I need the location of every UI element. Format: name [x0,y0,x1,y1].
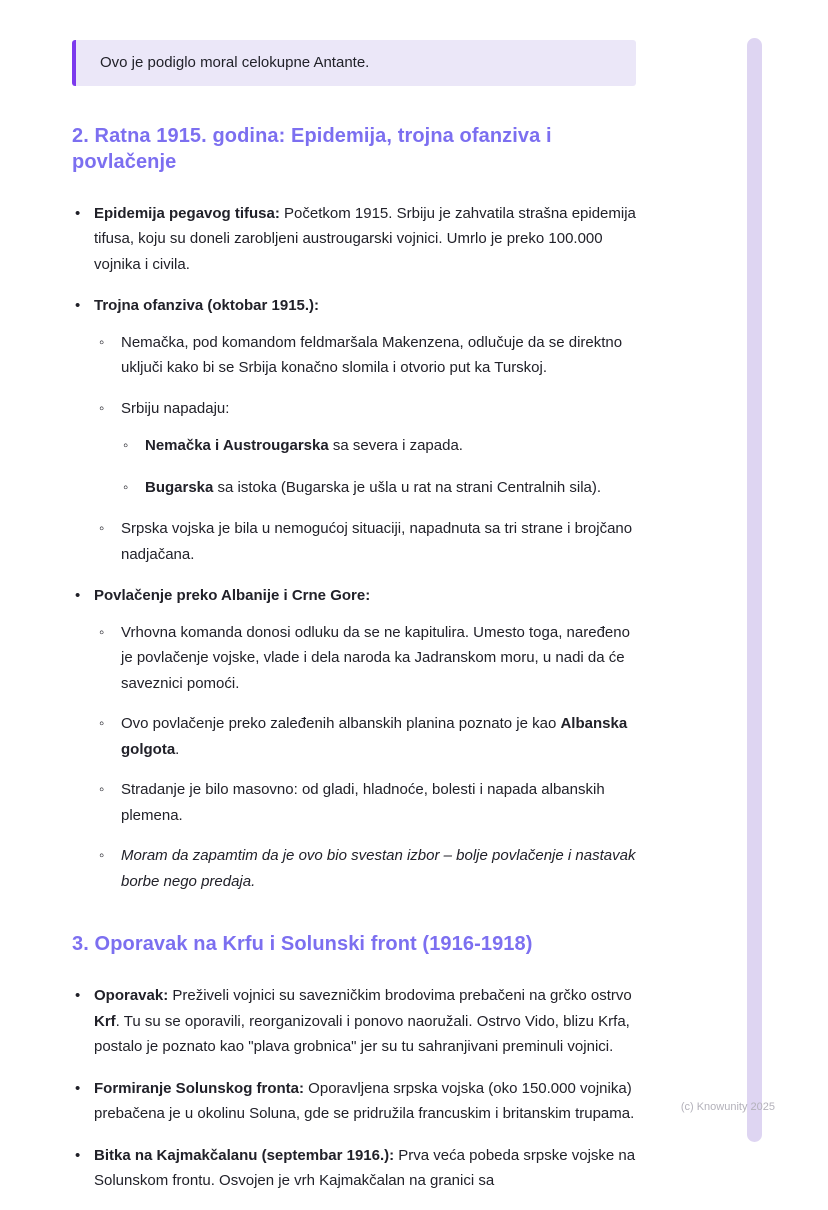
napad-sublist [121,433,636,500]
list-item [121,433,636,459]
item-text: Srbiju napadaju: [121,399,230,417]
section-2-heading: 2. Ratna 1915. godina: Epidemija, trojna ofanziva i povlačenje [72,124,552,173]
item-text: sa severa i zapada. [328,437,463,454]
list-item [94,777,636,828]
item-text: Ovo povlačenje preko zaleđenih albanskih planina poznato je kao [121,715,561,732]
item-text: . [175,740,180,758]
item-text: sa istoka (Bugarska je ušla u rat na strani Centralnih sila). [213,478,602,496]
list-item-bitka [72,1143,636,1194]
bold-lead: Oporavak: [94,987,169,1004]
document-content [72,40,636,1210]
item-text-italic: Moram da zapamtim da je ovo bio svestan izbor – bolje povlačenje i nastavak borbe nego predaja. [121,847,636,890]
section-2-list [72,201,636,895]
bold-lead: Nemačka i Austrougarska [145,437,329,454]
bold-lead: Formiranje Solunskog fronta: [94,1079,305,1097]
bold-term: Albanska golgota [121,715,628,758]
list-item-formiranje [72,1076,636,1127]
bold-lead: Povlačenje preko Albanije i Crne Gore: [94,587,371,604]
item-text: Vrhovna komanda donosi odluku da se ne kapitulira. Umesto toga, naređeno je povlačenje vojske, vlade i dela naroda ka Jadranskom moru, u nadi da će saveznici pomoći. [121,623,630,692]
list-item-epidemija [72,201,636,278]
item-text: . Tu su se oporavili, reorganizovali i ponovo naoružali. Ostrvo Vido, blizu Krfa, postalo je poznato kao "plava grobnica" jer su tu sahranjivani preminuli vojnici. [94,1012,630,1055]
item-text: Nemačka, pod komandom feldmaršala Makenzena, odlučuje da se direktno uključi kako bi se Srbija konačno slomila i otvorio put ka Turskoj. [121,333,623,376]
trojna-sublist [94,330,636,568]
item-text: Preživeli vojnici su savezničkim brodovima prebačeni na grčko ostrvo [168,987,632,1004]
list-item [94,711,636,762]
callout-text: Ovo je podiglo moral celokupne Antante. [100,54,370,71]
list-item [121,475,636,501]
bold-lead: Bitka na Kajmakčalanu (septembar 1916.): [94,1146,395,1164]
bold-term: Krf [94,1012,116,1030]
list-item-note [94,843,636,894]
item-text: Početkom 1915. Srbiju je zahvatila strašna epidemija tifusa, koju su doneli zarobljeni austrougarski vojnici. Umrlo je preko 100.000 vojnika i civila. [94,204,636,273]
item-text: Srpska vojska je bila u nemogućoj situaciji, napadnuta sa tri strane i brojčano nadjačana. [121,520,633,563]
list-item [94,330,636,381]
section-3-list [72,983,636,1194]
callout [72,40,636,86]
povlacenje-sublist [94,620,636,895]
copyright-text: (c) Knowunity 2025 [680,1101,775,1113]
item-text: Oporavljena srpska vojska (oko 150.000 vojnika) prebačena je u okolinu Soluna, gde se pridružila francuskim i britanskim trupama. [94,1079,635,1122]
list-item-trojna-ofanziva [72,293,636,567]
bold-lead: Trojna ofanziva (oktobar 1915.): [94,297,320,314]
item-text: Stradanje je bilo masovno: od gladi, hladnoće, bolesti i napada albanskih plemena. [121,781,605,824]
item-text: Prva veća pobeda srpske vojske na Solunskom frontu. Osvojen je vrh Kajmakčalan na granici sa [94,1146,636,1189]
list-item-oporavak [72,983,636,1060]
list-item-povlacenje [72,583,636,894]
scrollbar[interactable] [747,38,762,1142]
bold-lead: Bugarska [145,478,214,496]
bold-lead: Epidemija pegavog tifusa: [94,204,280,222]
list-item [94,396,636,501]
list-item [94,516,636,567]
section-3-heading: 3. Oporavak na Krfu i Solunski front (1916-1918) [72,933,533,955]
list-item [94,620,636,697]
